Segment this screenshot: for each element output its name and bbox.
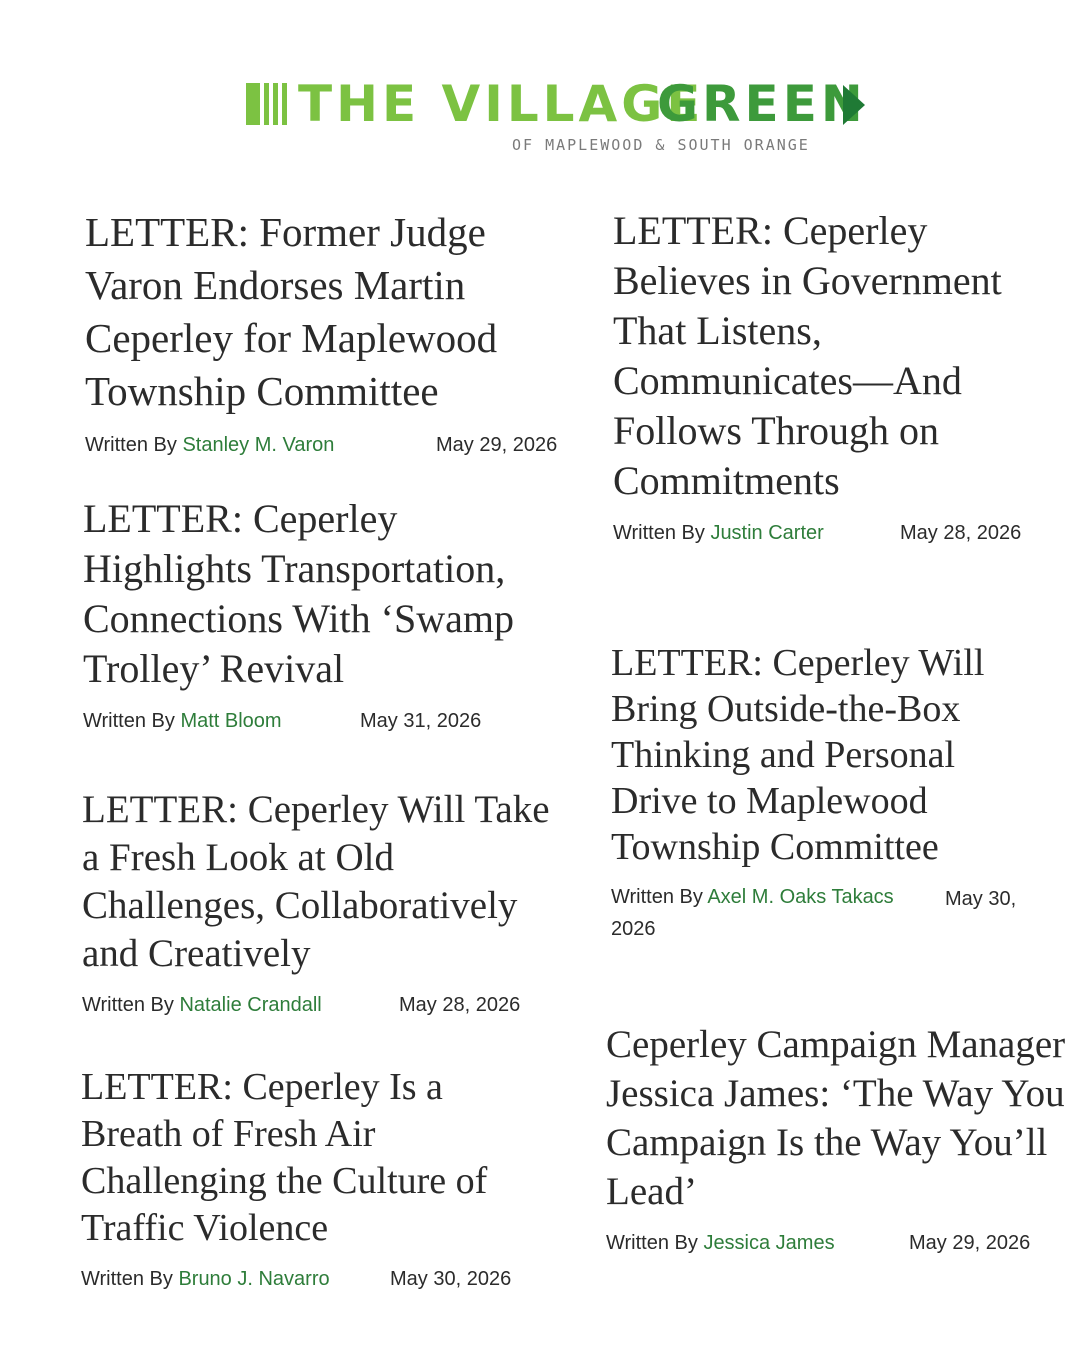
article-card	[83, 494, 573, 734]
byline	[82, 992, 322, 1018]
byline	[613, 520, 824, 546]
article-headline[interactable]: LETTER: Ceperley Believes in Government That Listens, Communicates—And Follows Through on Commitments	[613, 208, 1002, 503]
byline-prefix: Written By	[611, 886, 703, 908]
article-headline[interactable]: LETTER: Ceperley Will Bring Outside-the-Box Thinking and Personal Drive to Maplewood Township Committee	[611, 642, 985, 868]
article-meta	[83, 708, 573, 734]
article-headline[interactable]: LETTER: Ceperley Is a Breath of Fresh Air Challenging the Culture of Traffic Violence	[81, 1066, 488, 1249]
article-headline[interactable]: LETTER: Former Judge Varon Endorses Martin Ceperley for Maplewood Township Committee	[85, 209, 498, 414]
article-card	[81, 1064, 541, 1292]
byline-prefix: Written By	[81, 1268, 173, 1290]
author-link[interactable]: Jessica James	[703, 1232, 835, 1254]
byline-prefix: Written By	[82, 994, 174, 1016]
masthead	[0, 60, 1080, 170]
byline	[83, 708, 282, 734]
logo-bars-icon	[246, 83, 290, 125]
article-card	[82, 786, 552, 1018]
article-card	[85, 206, 565, 458]
author-link[interactable]: Bruno J. Navarro	[178, 1268, 330, 1290]
author-link[interactable]: Natalie Crandall	[179, 994, 322, 1016]
article-card	[613, 206, 1053, 546]
logo-arrow-icon	[843, 85, 865, 125]
byline	[81, 1266, 330, 1292]
byline-prefix: Written By	[606, 1232, 698, 1254]
logo-text-green[interactable]: GREEN	[657, 75, 867, 133]
byline-prefix: Written By	[85, 434, 177, 456]
article-meta	[82, 992, 552, 1018]
byline	[606, 1230, 835, 1256]
author-link[interactable]: Stanley M. Varon	[182, 434, 335, 456]
article-meta	[81, 1266, 541, 1292]
article-headline[interactable]: Ceperley Campaign Manager Jessica James: ‘The Way You Campaign Is the Way You’ll Lead’	[606, 1023, 1066, 1213]
article-date-wrapped: May 30, 2026	[611, 888, 1017, 940]
logo-tagline: OF MAPLEWOOD & SOUTH ORANGE	[512, 136, 810, 154]
article-date: May 28, 2026	[900, 522, 1022, 544]
article-meta	[606, 1230, 1076, 1256]
article-date: May 30, 2026	[390, 1268, 512, 1290]
author-link[interactable]: Axel M. Oaks Takacs	[707, 886, 894, 908]
article-date: May 31, 2026	[360, 710, 482, 732]
article-headline[interactable]: LETTER: Ceperley Highlights Transportation, Connections With ‘Swamp Trolley’ Revival	[83, 496, 514, 691]
author-link[interactable]: Justin Carter	[710, 522, 824, 544]
article-headline[interactable]: LETTER: Ceperley Will Take a Fresh Look at Old Challenges, Collaboratively and Creatively	[82, 788, 550, 975]
byline-prefix: Written By	[83, 710, 175, 732]
article-meta	[613, 520, 1053, 546]
byline-prefix: Written By	[613, 522, 705, 544]
article-meta	[85, 432, 565, 458]
article-card	[606, 1020, 1076, 1256]
article-date: May 29, 2026	[909, 1232, 1031, 1254]
article-date: May 29, 2026	[436, 434, 558, 456]
logo-text-village[interactable]: THE VILLAGE	[298, 75, 705, 133]
author-link[interactable]: Matt Bloom	[180, 710, 282, 732]
article-date: May 28, 2026	[399, 994, 521, 1016]
byline	[85, 432, 334, 458]
